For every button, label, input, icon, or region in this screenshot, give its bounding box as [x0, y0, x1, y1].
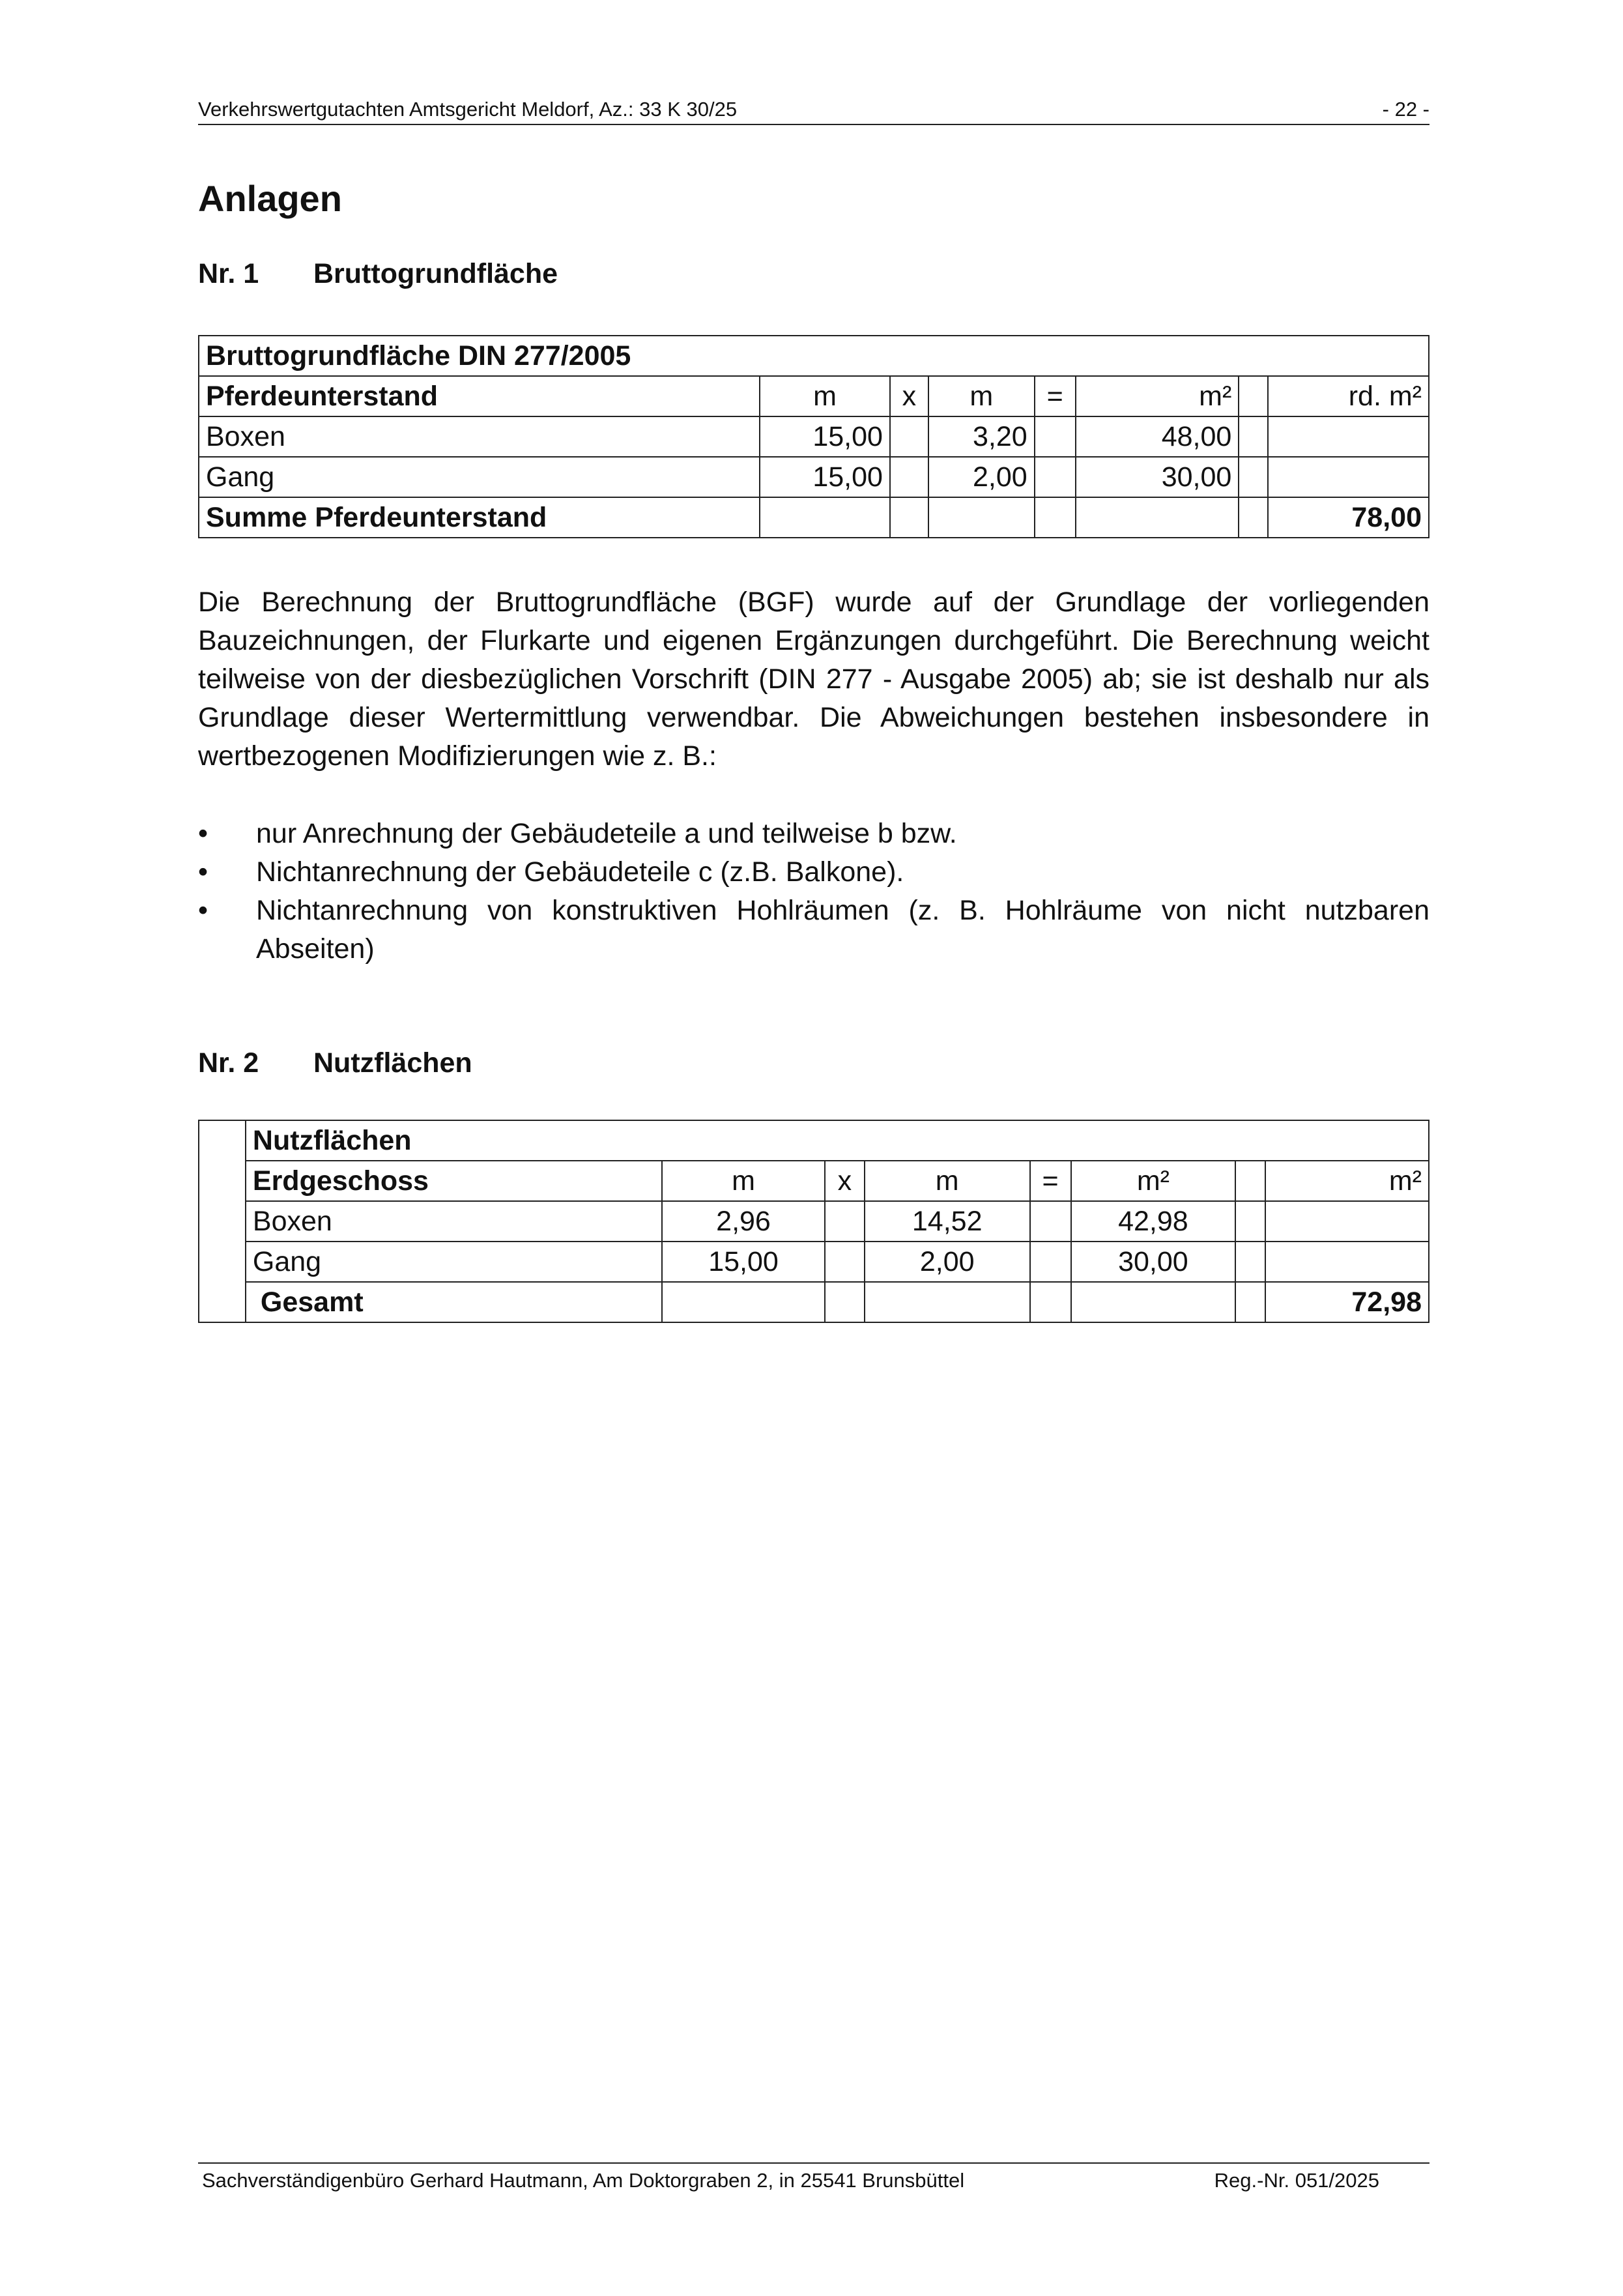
nf-col-x: x: [825, 1161, 865, 1201]
bgf-col-rd-m2: rd. m²: [1268, 376, 1429, 416]
nf-col-eq: =: [1030, 1161, 1071, 1201]
nf-col-m2-result: m²: [1071, 1161, 1236, 1201]
list-item-text: Nichtanrechnung von konstruktiven Hohlräumen (z. B. Hohlräume von nicht nutzbaren Abseiten): [256, 895, 1429, 965]
nf-col-m2-total: m²: [1265, 1161, 1429, 1201]
list-item-text: Nichtanrechnung der Gebäudeteile c (z.B. Balkone).: [256, 856, 904, 888]
row-width: 14,52: [865, 1201, 1030, 1242]
list-item: [198, 815, 1429, 853]
row-label: Boxen: [246, 1201, 662, 1242]
nutzflaechen-table: [198, 1120, 1429, 1323]
bgf-explanation-paragraph: Die Berechnung der Bruttogrundfläche (BGF) wurde auf der Grundlage der vorliegenden Bauzeichnungen, der Flurkarte und eigenen Ergänzungen durchgeführt. Die Berechnung weicht teilweise von der diesbezüglichen Vorschrift (DIN 277 - Ausgabe 2005) ab; sie ist deshalb nur als Grundlage dieser Wertermittlung verwendbar. Die Abweichungen bestehen insbesondere in wertbezogenen Modifizierungen wie z. B.:: [198, 587, 1429, 772]
section-1-heading: [198, 258, 1429, 291]
sum-value: 72,98: [1265, 1282, 1429, 1322]
section-2-title: Nutzflächen: [313, 1047, 472, 1079]
deviation-list: [198, 815, 1429, 968]
footer-registration-number: Reg.-Nr. 051/2025: [1214, 2169, 1379, 2192]
bullet-icon: •: [198, 856, 208, 888]
row-area: 48,00: [1076, 416, 1239, 457]
bullet-icon: •: [198, 895, 208, 926]
nf-col-spacer: [1235, 1161, 1265, 1201]
row-label: Boxen: [199, 416, 760, 457]
table-left-margin-column: [199, 1120, 246, 1322]
row-length: 15,00: [760, 416, 890, 457]
bullet-icon: •: [198, 818, 208, 849]
table-row: [199, 416, 1429, 457]
list-item: [198, 892, 1429, 968]
footer-office-address: Sachverständigenbüro Gerhard Hautmann, Am Doktorgraben 2, in 25541 Brunsbüttel: [202, 2169, 965, 2192]
page-footer: [198, 2162, 1429, 2193]
bgf-col-m1: m: [760, 376, 890, 416]
table-row: [199, 1242, 1429, 1282]
table-sum-row: [199, 497, 1429, 538]
row-area: 42,98: [1071, 1201, 1236, 1242]
row-label: Gang: [199, 457, 760, 497]
sum-label: Gesamt: [246, 1282, 662, 1322]
page-header: [198, 98, 1429, 125]
bgf-table-title: Bruttogrundfläche DIN 277/2005: [199, 336, 1429, 376]
row-width: 3,20: [928, 416, 1035, 457]
table-sum-row: [199, 1282, 1429, 1322]
sum-label: Summe Pferdeunterstand: [199, 497, 760, 538]
row-length: 15,00: [760, 457, 890, 497]
row-label: Gang: [246, 1242, 662, 1282]
bgf-col-x: x: [890, 376, 928, 416]
bgf-table: [198, 335, 1429, 538]
header-page-number: - 22 -: [1382, 98, 1429, 121]
nf-col-m2: m: [865, 1161, 1030, 1201]
row-area: 30,00: [1076, 457, 1239, 497]
row-length: 15,00: [662, 1242, 825, 1282]
row-width: 2,00: [865, 1242, 1030, 1282]
list-item-text: nur Anrechnung der Gebäudeteile a und teilweise b bzw.: [256, 818, 957, 849]
section-2-number: Nr. 2: [198, 1047, 259, 1079]
nf-table-title: Nutzflächen: [246, 1120, 1429, 1161]
list-item: [198, 853, 1429, 892]
bgf-col-m2-result: m²: [1076, 376, 1239, 416]
row-width: 2,00: [928, 457, 1035, 497]
nf-subheader-label: Erdgeschoss: [246, 1161, 662, 1201]
page-title: Anlagen: [198, 178, 342, 219]
row-length: 2,96: [662, 1201, 825, 1242]
section-1-title: Bruttogrundfläche: [313, 258, 558, 289]
sum-value: 78,00: [1268, 497, 1429, 538]
section-2-heading: [198, 1047, 1429, 1080]
bgf-subheader-label: Pferdeunterstand: [199, 376, 760, 416]
section-1-number: Nr. 1: [198, 258, 259, 289]
row-area: 30,00: [1071, 1242, 1236, 1282]
bgf-col-m2: m: [928, 376, 1035, 416]
bgf-col-eq: =: [1035, 376, 1076, 416]
table-row: [199, 1201, 1429, 1242]
header-case-reference: Verkehrswertgutachten Amtsgericht Meldorf, Az.: 33 K 30/25: [198, 98, 738, 121]
nf-col-m1: m: [662, 1161, 825, 1201]
table-row: [199, 457, 1429, 497]
bgf-col-spacer: [1239, 376, 1268, 416]
